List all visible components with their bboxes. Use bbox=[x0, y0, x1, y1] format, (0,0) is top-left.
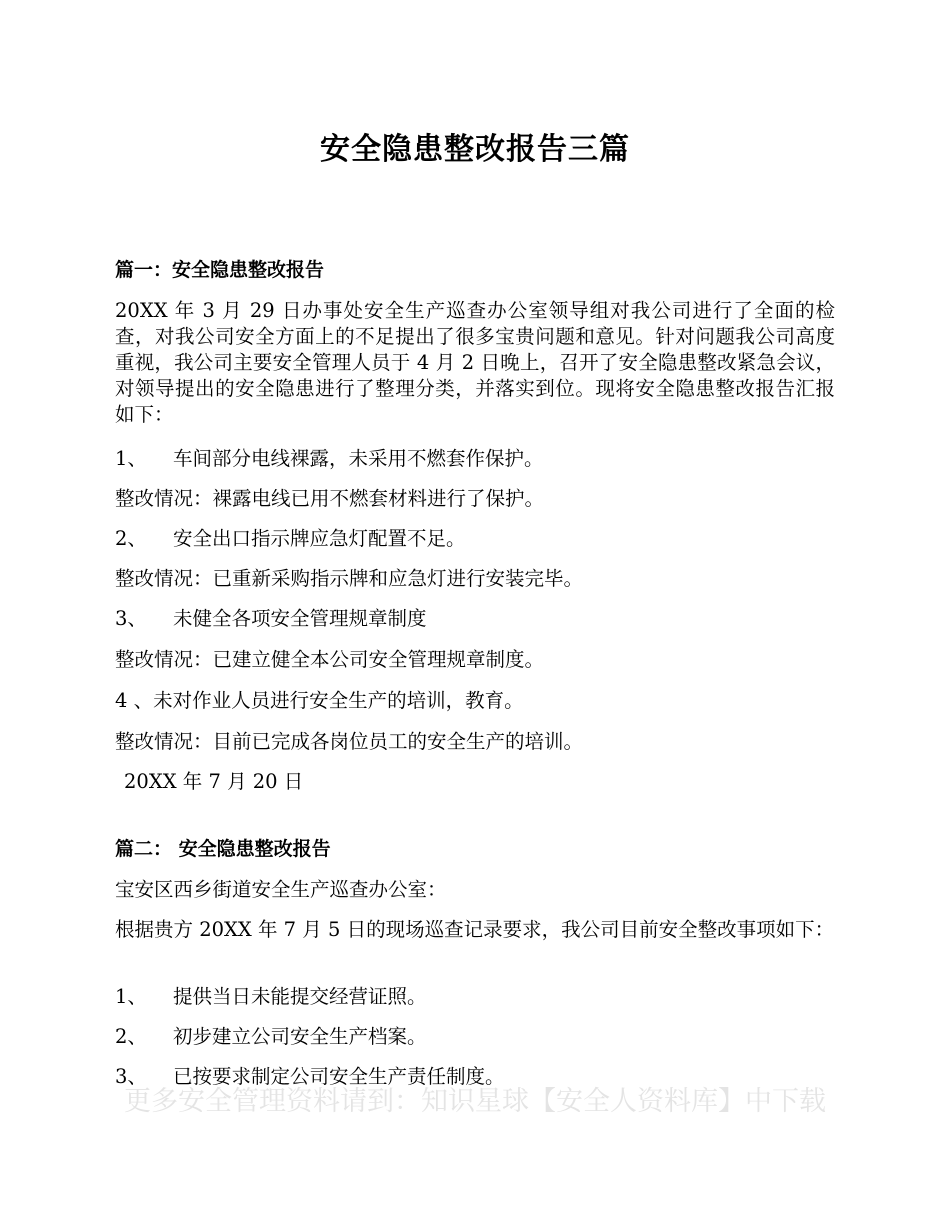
part1-item-2-fix: 整改情况：已重新采购指示牌和应急灯进行安装完毕。 bbox=[115, 567, 584, 590]
item-text: 车间部分电线裸露，未采用不燃套作保护。 bbox=[173, 447, 544, 470]
part1-heading: 篇一：安全隐患整改报告 bbox=[115, 259, 325, 281]
part1-item-1 bbox=[115, 445, 544, 473]
item-number: 1、 bbox=[115, 985, 147, 1008]
item-number: 3、 bbox=[115, 607, 147, 630]
part2-heading: 篇二： 安全隐患整改报告 bbox=[115, 838, 331, 860]
item-number: 3、 bbox=[115, 1065, 147, 1088]
item-text: 已按要求制定公司安全生产责任制度。 bbox=[173, 1065, 505, 1088]
document-title: 安全隐患整改报告三篇 bbox=[320, 132, 630, 167]
item-text: 安全出口指示牌应急灯配置不足。 bbox=[173, 527, 466, 550]
part1-item-3 bbox=[115, 605, 427, 633]
part1-item-4: 4 、未对作业人员进行安全生产的培训，教育。 bbox=[115, 689, 524, 712]
part2-addressee: 宝安区西乡街道安全生产巡查办公室： bbox=[115, 878, 447, 901]
item-text: 初步建立公司安全生产档案。 bbox=[173, 1025, 427, 1048]
item-number: 1、 bbox=[115, 447, 147, 470]
part1-item-3-fix: 整改情况：已建立健全本公司安全管理规章制度。 bbox=[115, 648, 545, 671]
part1-item-2 bbox=[115, 525, 466, 553]
part2-item-2 bbox=[115, 1023, 427, 1051]
item-number: 2、 bbox=[115, 1025, 147, 1048]
item-text: 未健全各项安全管理规章制度 bbox=[173, 607, 427, 630]
part2-intro-paragraph: 根据贵方 20XX 年 7 月 5 日的现场巡查记录要求，我公司目前安全整改事项如下： bbox=[115, 918, 835, 941]
part1-item-1-fix: 整改情况：裸露电线已用不燃套材料进行了保护。 bbox=[115, 487, 545, 510]
item-text: 提供当日未能提交经营证照。 bbox=[173, 985, 427, 1008]
part1-intro-paragraph: 20XX 年 3 月 29 日办事处安全生产巡查办公室领导组对我公司进行了全面的检查，对我公司安全方面上的不足提出了很多宝贵问题和意见。针对问题我公司高度重视，我公司主要安全管理人员于 4 月 2 日晚上，召开了安全隐患整改紧急会议，对领导提出的安全隐患进行了整理分类，并落实到位。现将安全隐患整改报告汇报如下： bbox=[115, 299, 835, 426]
part2-item-1 bbox=[115, 983, 427, 1011]
item-number: 2、 bbox=[115, 527, 147, 550]
watermark-text: 更多安全管理资料请到：知识星球【安全人资料库】中下载 bbox=[124, 1086, 826, 1117]
part1-date: 20XX 年 7 月 20 日 bbox=[124, 770, 304, 793]
part1-item-4-fix: 整改情况：目前已完成各岗位员工的安全生产的培训。 bbox=[115, 730, 584, 753]
